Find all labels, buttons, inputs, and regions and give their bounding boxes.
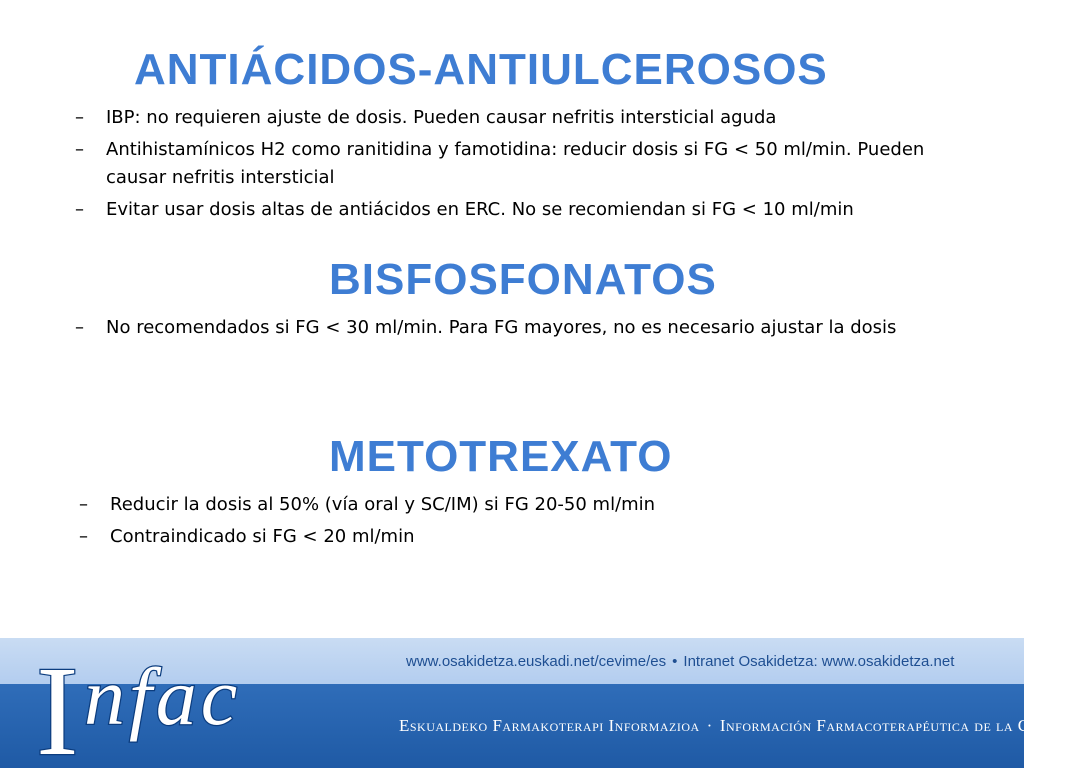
link-separator: • [672, 653, 678, 670]
bullet-list-antiacidos [75, 104, 975, 228]
bullet-text: Contraindicado si FG < 20 ml/min [110, 526, 415, 547]
list-item [75, 314, 975, 342]
tagline-spanish: Información Farmacoterapéutica de la Comarca [719, 716, 1085, 735]
section-heading-bisfosfonatos: BISFOSFONATOS [329, 255, 717, 304]
bullet-list-metotrexato [79, 491, 979, 555]
list-item [75, 136, 975, 192]
bullet-list-bisfosfonatos [75, 314, 975, 346]
bullet-dash: – [79, 526, 88, 547]
bullet-text: Reducir la dosis al 50% (vía oral y SC/IM) si FG 20-50 ml/min [110, 494, 656, 515]
bullet-dash: – [75, 139, 84, 160]
tagline-basque: Eskualdeko Farmakoterapi Informazioa [399, 716, 700, 735]
bullet-text: No recomendados si FG < 30 ml/min. Para FG mayores, no es necesario ajustar la dosis [106, 317, 897, 338]
logo-letter-i: I [36, 640, 79, 768]
bullet-text: Evitar usar dosis altas de antiácidos en ERC. No se recomiendan si FG < 10 ml/min [106, 199, 854, 220]
footer-banner [0, 638, 1085, 768]
infac-logo-svg [36, 638, 336, 766]
tagline-separator: · [706, 716, 713, 735]
section-heading-metotrexato: METOTREXATO [329, 432, 673, 481]
list-item [75, 196, 975, 224]
logo-letters-nfac: nfac [84, 651, 242, 742]
section-heading-antiacidos: ANTIÁCIDOS-ANTIULCEROSOS [134, 45, 828, 94]
list-item [79, 491, 979, 519]
footer-links [406, 653, 954, 670]
bullet-dash: – [75, 317, 84, 338]
footer-tagline [399, 716, 1085, 736]
link-intranet[interactable]: Intranet Osakidetza: www.osakidetza.net [683, 653, 955, 670]
list-item [75, 104, 975, 132]
bullet-dash: – [75, 107, 84, 128]
bullet-text: IBP: no requieren ajuste de dosis. Pueden causar nefritis intersticial aguda [106, 107, 777, 128]
bullet-dash: – [79, 494, 88, 515]
list-item [79, 523, 979, 551]
bullet-text: Antihistamínicos H2 como ranitidina y famotidina: reducir dosis si FG < 50 ml/min. Pueden causar nefritis intersticial [106, 139, 925, 188]
link-cevime[interactable]: www.osakidetza.euskadi.net/cevime/es [406, 653, 667, 670]
bullet-dash: – [75, 199, 84, 220]
infac-logo [36, 638, 336, 766]
